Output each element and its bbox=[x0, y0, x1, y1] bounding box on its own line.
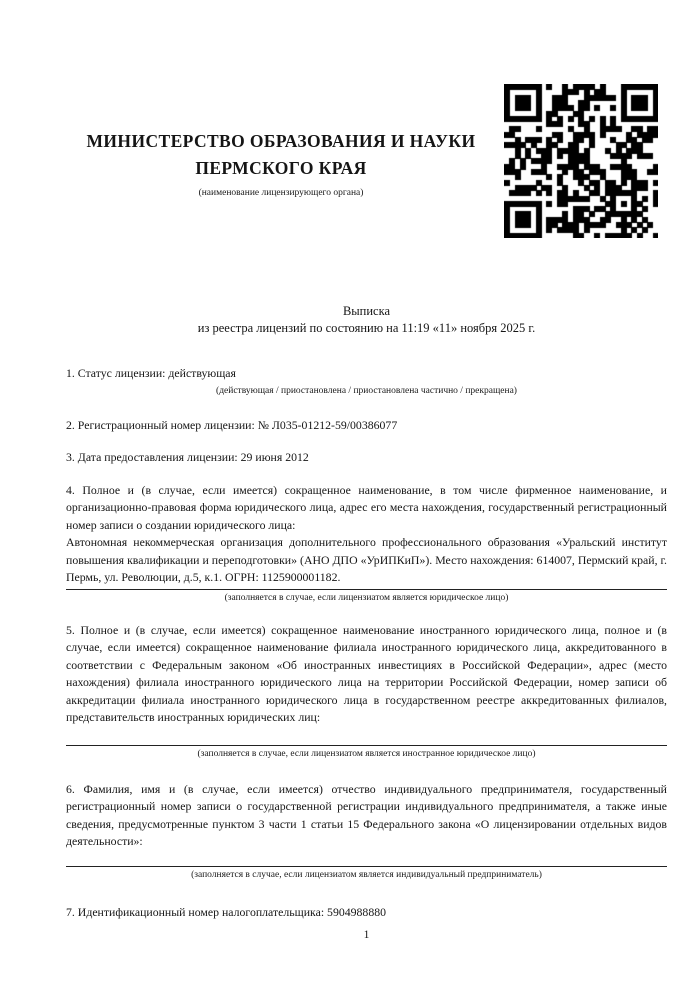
field-license-status bbox=[66, 365, 667, 398]
document-title-line1: Выписка bbox=[342, 304, 391, 318]
field-taxpayer-id-text: 7. Идентификационный номер налогоплательщика: 5904988880 bbox=[66, 904, 387, 919]
authority-name-line2: ПЕРМСКОГО КРАЯ bbox=[195, 158, 367, 178]
field-individual-entrepreneur bbox=[66, 781, 667, 882]
authority-caption: (наименование лицензирующего органа) bbox=[198, 188, 364, 198]
field-registration-number-text: 2. Регистрационный номер лицензии: № Л035-01212-59/00386077 bbox=[66, 417, 398, 432]
field-registration-number bbox=[66, 417, 667, 435]
document-title bbox=[66, 303, 667, 337]
field-foreign-entity-label: 5. Полное и (в случае, если имеется) сокращенное наименование иностранного юридического лица, полное и (в случае, если имеется) сокращенное наименование филиала иностранного юридического лица, аккредитованного в соответствии с Федеральным законом «Об иностранных инвестициях в Российской Федерации», адрес (место нахождения) филиала иностранного юридического лица на территории Российской Федерации, номер записи об аккредитации филиала иностранного юридического лица в государственном реестре аккредитованных филиалов, представительств иностранных юридических лиц: bbox=[66, 622, 667, 724]
document-title-line2: из реестра лицензий по состоянию на 11:19 «11» ноября 2025 г. bbox=[197, 321, 536, 335]
field-license-date-text: 3. Дата предоставления лицензии: 29 июня 2012 bbox=[66, 450, 309, 464]
field-legal-entity-value: Автономная некоммерческая организация дополнительного профессионального образования «Уральский институт повышения квалификации и переподготовки» (АНО ДПО «УрИПКиП»). Место нахождения: 614007, Пермский край, г. Пермь, ул. Революции, д.5, к.1. ОГРН: 1125900001182. bbox=[66, 535, 667, 584]
blank-fill-space bbox=[66, 851, 667, 864]
field-individual-entrepreneur-caption: (заполняется в случае, если лицензиатом является индивидуальный предприниматель) bbox=[191, 869, 542, 880]
field-foreign-entity-caption: (заполняется в случае, если лицензиатом является иностранное юридическое лицо) bbox=[197, 748, 536, 759]
field-taxpayer-id bbox=[66, 904, 667, 922]
field-foreign-entity bbox=[66, 622, 667, 761]
authority-name-line1: МИНИСТЕРСТВО ОБРАЗОВАНИЯ И НАУКИ bbox=[86, 131, 476, 151]
field-license-status-text: 1. Статус лицензии: действующая bbox=[66, 366, 236, 380]
qr-code bbox=[504, 84, 658, 238]
field-individual-entrepreneur-label: 6. Фамилия, имя и (в случае, если имеется) отчество индивидуального предпринимателя, государственный регистрационный номер записи о государственной регистрации индивидуального предпринимателя, а также иные сведения, предусмотренные пунктом 3 части 1 статьи 15 Федерального закона «О лицензировании отдельных видов деятельности»: bbox=[66, 781, 667, 848]
field-legal-entity-caption: (заполняется в случае, если лицензиатом является юридическое лицо) bbox=[224, 592, 509, 603]
licensing-authority-header bbox=[66, 128, 496, 199]
blank-fill-space bbox=[66, 727, 667, 743]
page-number: 1 bbox=[363, 929, 370, 941]
field-license-status-caption: (действующая / приостановлена / приостановлена частично / прекращена) bbox=[216, 385, 517, 396]
document-body bbox=[66, 365, 667, 936]
field-legal-entity bbox=[66, 482, 667, 605]
field-legal-entity-label: 4. Полное и (в случае, если имеется) сокращенное наименование, в том числе фирменное наименование, и организационно-правовая форма юридического лица, адрес его места нахождения, государственный регистрационный номер записи о создании юридического лица: bbox=[66, 482, 667, 532]
field-license-date bbox=[66, 449, 667, 467]
